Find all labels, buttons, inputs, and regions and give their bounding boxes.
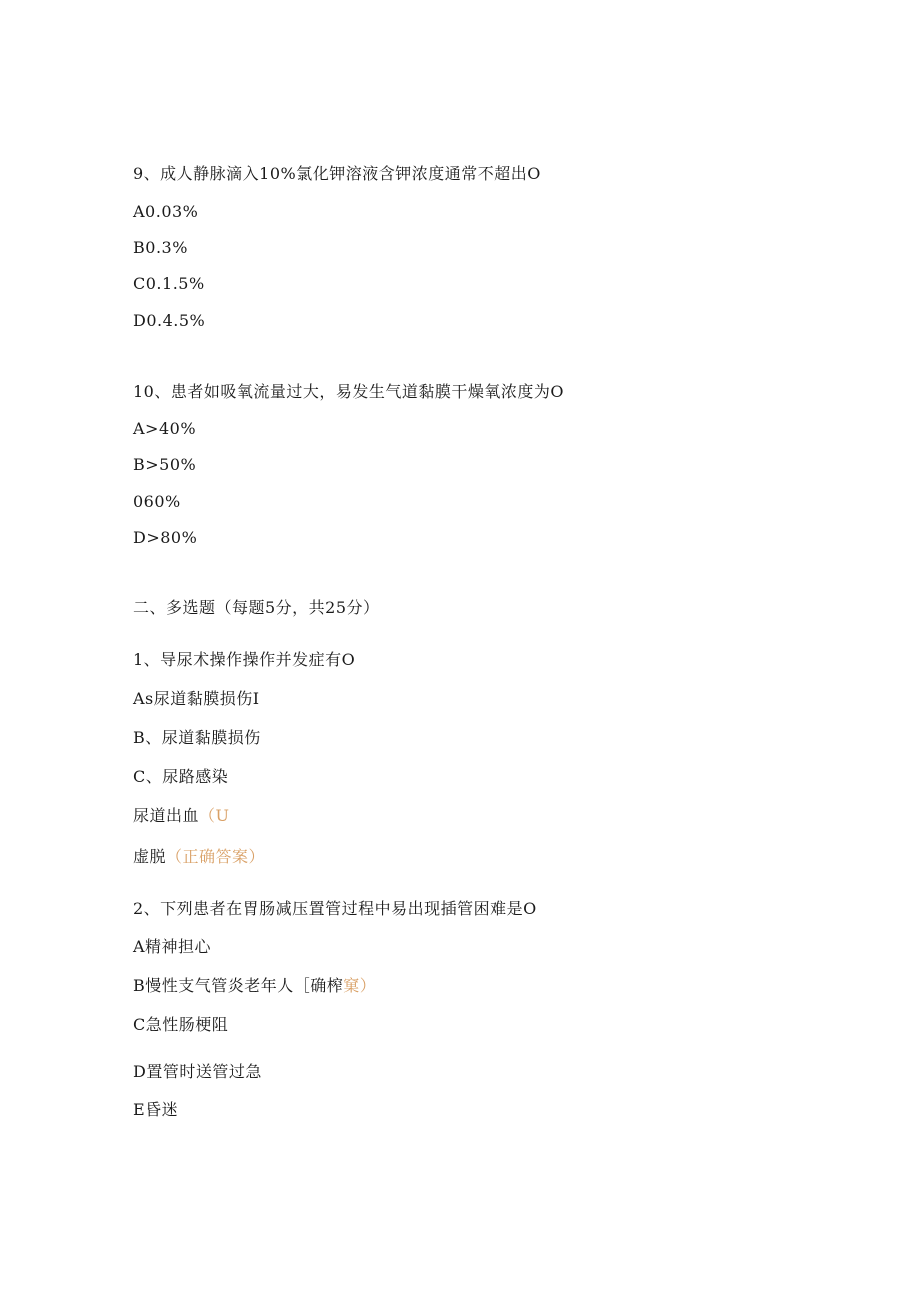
multi-question-2-option-d: D置管时送管过急 <box>133 1062 262 1081</box>
multi-question-1-option-d <box>133 806 230 826</box>
multi-question-2-option-b-text: B慢性支气管炎老年人［确榨 <box>133 976 344 995</box>
multi-question-2-option-e: E昏迷 <box>133 1100 179 1119</box>
question-10-option-b: B>50% <box>133 455 197 474</box>
multi-question-1-option-b: B、尿道黏膜损伤 <box>133 728 261 747</box>
question-9-option-d: D0.4.5% <box>133 311 206 330</box>
multi-question-1-option-e-text: 虚脱 <box>133 847 167 866</box>
multi-question-2-text: 2、下列患者在胃肠减压置管过程中易出现插管困难是O <box>133 899 537 918</box>
multi-question-2-option-b <box>133 976 376 996</box>
multi-question-2-option-c: C急性肠梗阻 <box>133 1015 229 1034</box>
question-9-option-b: B0.3% <box>133 238 188 257</box>
question-9-option-c: C0.1.5% <box>133 274 205 293</box>
multi-question-1-option-c: C、尿路感染 <box>133 767 229 786</box>
multi-question-1-option-e <box>133 847 265 867</box>
question-9-option-a: A0.03% <box>133 202 199 221</box>
question-10-text: 10、患者如吸氧流量过大，易发生气道黏膜干燥氧浓度为O <box>133 382 564 401</box>
question-10-option-a: A>40% <box>133 419 197 438</box>
multi-question-1-option-d-text: 尿道出血 <box>133 806 200 825</box>
multi-question-2-option-a: A精神担心 <box>133 937 212 956</box>
answer-hint: 窠） <box>343 976 377 995</box>
question-10-option-d: D>80% <box>133 528 198 547</box>
answer-hint: （U <box>199 806 230 825</box>
section-heading-multiple-choice: 二、多选题（每题5分，共25分） <box>133 598 380 617</box>
multi-question-1-option-a: As尿道黏膜损伤I <box>133 689 260 708</box>
question-9-text: 9、成人静脉滴入10%氯化钾溶液含钾浓度通常不超出O <box>133 164 541 183</box>
correct-answer-hint: （正确答案） <box>166 847 266 866</box>
multi-question-1-text: 1、导尿术操作操作并发症有O <box>133 650 356 669</box>
question-10-option-c: 060% <box>133 492 181 511</box>
